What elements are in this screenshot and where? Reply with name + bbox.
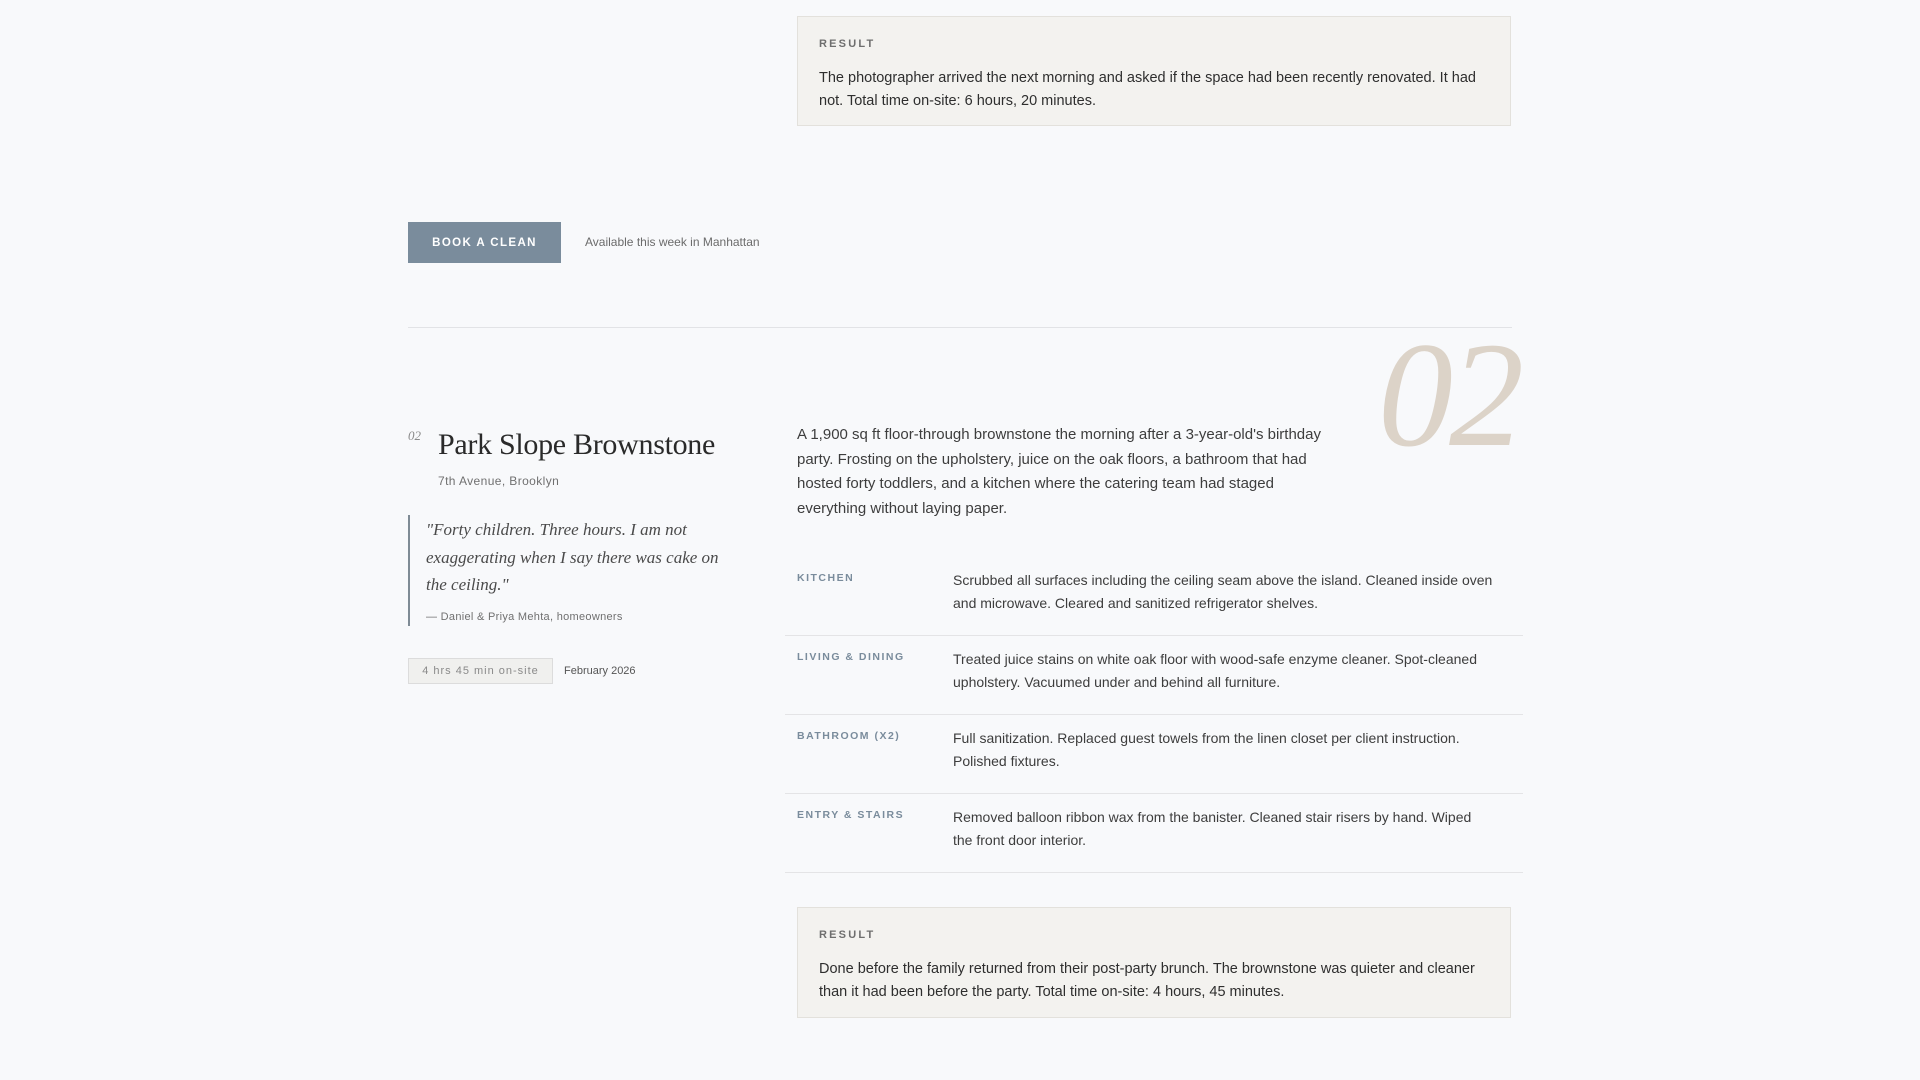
book-a-clean-button[interactable]: BOOK A CLEAN <box>408 222 561 263</box>
task-description: Removed balloon ribbon wax from the banister. Cleaned stair risers by hand. Wiped the front door interior. <box>953 809 1472 848</box>
task-room-label: KITCHEN <box>797 572 855 584</box>
project-index: 02 <box>408 428 421 443</box>
task-room-label: LIVING & DINING <box>797 651 905 663</box>
result-text: The photographer arrived the next morning and asked if the space had been recently renovated. It had not. Total time on-site: 6 hours, 20 minutes. <box>819 70 1476 109</box>
project-intro: A 1,900 sq ft floor-through brownstone the morning after a 3-year-old's birthday party. Frosting on the upholstery, juice on the oak floors, a bathroom that had hosted forty toddlers, and a kitchen where the catering team had staged everything without laying paper. <box>797 426 1321 517</box>
task-list <box>785 557 1523 873</box>
result-card-previous <box>797 16 1511 126</box>
availability-note: Available this week in Manhattan <box>585 235 760 249</box>
task-row-bathroom <box>785 715 1523 794</box>
task-description: Scrubbed all surfaces including the ceiling seam above the island. Cleaned inside oven and microwave. Cleared and sanitized refrigerator shelves. <box>953 572 1493 611</box>
result-label: RESULT <box>819 929 876 941</box>
task-row-entry-stairs <box>785 794 1523 873</box>
project-location: 7th Avenue, Brooklyn <box>438 474 560 488</box>
quote-text: "Forty children. Three hours. I am not exaggerating when I say there was cake on the ceiling." <box>426 520 719 594</box>
project-big-number: 02 <box>1378 312 1520 478</box>
project-date: February 2026 <box>564 665 636 677</box>
duration-badge: 4 hrs 45 min on-site <box>408 658 553 684</box>
project-title: Park Slope Brownstone <box>438 428 716 461</box>
task-row-kitchen <box>785 557 1523 636</box>
client-quote <box>408 515 728 626</box>
section-divider <box>408 327 1512 328</box>
task-room-label: ENTRY & STAIRS <box>797 809 905 821</box>
task-room-label: BATHROOM (X2) <box>797 730 901 742</box>
task-description: Treated juice stains on white oak floor with wood-safe enzyme cleaner. Spot-cleaned upholstery. Vacuumed under and behind all furniture. <box>953 651 1477 690</box>
result-label: RESULT <box>819 38 876 50</box>
task-row-living-dining <box>785 636 1523 715</box>
result-card-project <box>797 907 1511 1018</box>
task-description: Full sanitization. Replaced guest towels from the linen closet per client instruction. Polished fixtures. <box>953 730 1460 769</box>
result-text: Done before the family returned from their post-party brunch. The brownstone was quieter and cleaner than it had been before the party. Total time on-site: 4 hours, 45 minutes. <box>819 961 1475 1000</box>
quote-attribution: — Daniel & Priya Mehta, homeowners <box>426 610 623 623</box>
